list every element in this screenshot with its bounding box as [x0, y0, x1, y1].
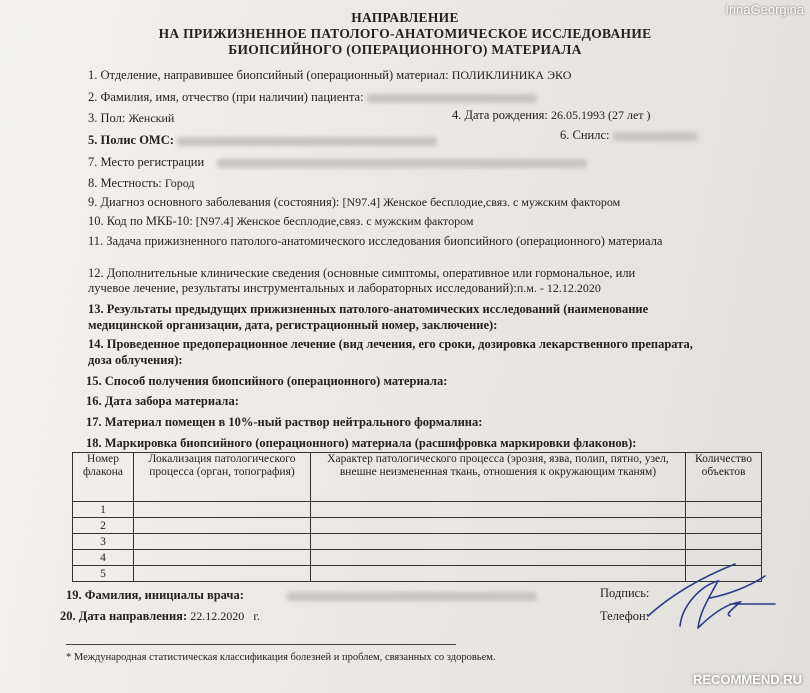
col-vial-number: Номер флакона	[73, 453, 134, 502]
row-number: 5	[73, 566, 134, 582]
field-16-label: 16. Дата забора материала:	[86, 394, 239, 408]
signature-icon	[640, 556, 780, 636]
field-8	[88, 176, 195, 191]
field-7-label: 7. Место регистрации	[88, 155, 205, 169]
footnote-rule	[66, 644, 456, 645]
field-11-label: 11. Задача прижизненного патолого-анатомического исследования биопсийного (операционного) материала	[88, 234, 663, 248]
row-number: 2	[73, 518, 134, 534]
col-object-count: Количество объектов	[686, 453, 762, 502]
table-row	[73, 534, 762, 550]
field-18-label: 18. Маркировка биопсийного (операционного) материала (расшифровка маркировки флаконов):	[86, 436, 637, 450]
field-1	[88, 68, 571, 83]
field-12-label: лучевое лечение, результаты инструментальных и лабораторных исследований):	[88, 281, 517, 295]
field-20	[60, 609, 260, 624]
field-5	[88, 133, 437, 148]
field-20-label: 20. Дата направления:	[60, 609, 188, 623]
field-3-value: Женский	[128, 111, 175, 125]
field-9-value: [N97.4] Женское бесплодие,связ. с мужским фактором	[342, 195, 621, 209]
signature-label: Подпись:	[600, 586, 650, 600]
row-number: 3	[73, 534, 134, 550]
redacted-doctor-name	[287, 592, 537, 601]
redacted-snils	[613, 132, 698, 141]
field-2-label: 2. Фамилия, имя, отчество (при наличии) пациента:	[88, 90, 364, 104]
field-5-label: 5. Полис ОМС:	[88, 133, 174, 147]
field-1-label: 1. Отделение, направившее биопсийный (операционный) материал:	[88, 68, 449, 82]
field-6	[560, 128, 698, 143]
title-line-2: НА ПРИЖИЗНЕННОЕ ПАТОЛОГО-АНАТОМИЧЕСКОЕ ИССЛЕДОВАНИЕ	[158, 26, 652, 41]
field-12-value: п.м. - 12.12.2020	[516, 281, 601, 295]
field-1-value: ПОЛИКЛИНИКА ЭКО	[451, 68, 572, 82]
field-4	[452, 108, 651, 123]
row-number: 1	[73, 502, 134, 518]
field-19-label: 19. Фамилия, инициалы врача:	[66, 588, 244, 602]
table-header-row	[73, 453, 762, 502]
field-13-line-1: 13. Результаты предыдущих прижизненных патолого-анатомических исследований (наименование	[88, 302, 649, 316]
col-localization: Локализация патологического процесса (орган, топография)	[134, 453, 311, 502]
field-12-line-1: 12. Дополнительные клинические сведения (основные симптомы, оперативное или гормональное, или	[88, 266, 636, 280]
field-13-line-2: медицинской организации, дата, регистрационный номер, заключение):	[88, 318, 498, 332]
field-3	[88, 111, 174, 126]
field-3-label: 3. Пол:	[88, 111, 126, 125]
field-6-label: 6. Снилс:	[560, 128, 610, 142]
field-9-label: 9. Диагноз основного заболевания (состояния):	[88, 195, 340, 209]
field-2	[88, 90, 537, 105]
table-row	[73, 518, 762, 534]
field-14-line-2: доза облучения):	[88, 353, 183, 367]
field-10-value: [N97.4] Женское бесплодие,связ. с мужским фактором	[195, 214, 474, 228]
field-17-label: 17. Материал помещен в 10%-ный раствор нейтрального формалина:	[86, 415, 483, 429]
row-number: 4	[73, 550, 134, 566]
col-process-character: Характер патологического процесса (эрозия, язва, полип, пятно, узел, внешне неизмененная ткань, отношения к окружающим тканям)	[311, 453, 686, 502]
field-14-line-1: 14. Проведенное предоперационное лечение (вид лечения, его сроки, дозировка лекарственного препарата,	[88, 337, 693, 351]
site-watermark: RECOMMEND.RU	[692, 672, 802, 687]
field-20-value: 22.12.2020	[190, 609, 245, 623]
redacted-address	[217, 159, 587, 168]
redacted-patient-name	[367, 94, 537, 103]
table-row	[73, 502, 762, 518]
phone-label: Телефон:	[600, 609, 650, 623]
title-line-3: БИОПСИЙНОГО (ОПЕРАЦИОННОГО) МАТЕРИАЛА	[228, 42, 582, 57]
field-15-label: 15. Способ получения биопсийного (операционного) материала:	[86, 374, 448, 388]
title-line-1: НАПРАВЛЕНИЕ	[351, 10, 459, 25]
field-12-line-2	[88, 281, 601, 296]
field-10-label: 10. Код по МКБ-10:	[88, 214, 193, 228]
field-10	[88, 214, 474, 229]
field-4-label: 4. Дата рождения:	[452, 108, 548, 122]
field-9	[88, 195, 620, 210]
field-7	[88, 155, 587, 170]
author-watermark: IrinaGeorgina	[725, 2, 804, 17]
field-20-suffix: г.	[253, 609, 260, 623]
footnote: * Международная статистическая классификация болезней и проблем, связанных со здоровьем.	[66, 652, 496, 663]
field-19	[66, 588, 537, 603]
field-8-value: Город	[164, 176, 195, 190]
field-8-label: 8. Местность:	[88, 176, 162, 190]
field-4-value: 26.05.1993 (27 лет )	[551, 108, 651, 122]
redacted-policy	[177, 137, 437, 146]
